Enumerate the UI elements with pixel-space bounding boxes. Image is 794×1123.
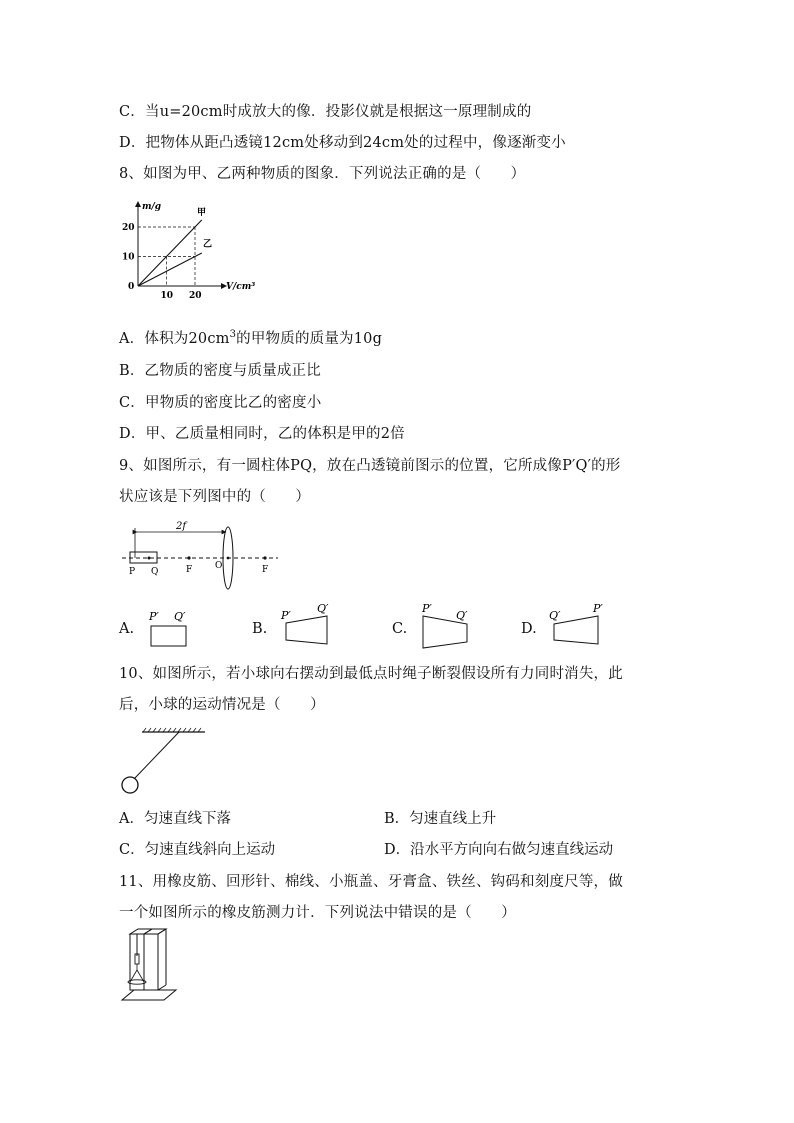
q9-stem-line2: 状应该是下列图中的（ ） bbox=[119, 489, 311, 505]
label-f-right: F bbox=[262, 565, 269, 575]
svg-text:P′: P′ bbox=[149, 610, 159, 623]
q9-lens-diagram bbox=[120, 518, 282, 590]
x-tick-label: 10 bbox=[160, 291, 174, 301]
svg-text:P′: P′ bbox=[593, 602, 603, 615]
origin-label: 0 bbox=[128, 282, 135, 292]
q9-stem-line1: 9、如图所示，有一圆柱体PQ，放在凸透镜前图示的位置，它所成像P′Q′的形 bbox=[119, 458, 621, 474]
q10-stem-line1: 10、如图所示，若小球向右摆动到最低点时绳子断裂假设所有力同时消失，此 bbox=[119, 666, 623, 682]
svg-text:Q′: Q′ bbox=[549, 609, 561, 622]
q7-option-d: D．把物体从距凸透镜12cm处移动到24cm处的过程中，像逐渐变小 bbox=[119, 135, 566, 151]
x-tick-label: 20 bbox=[189, 291, 202, 301]
series-label: 甲 bbox=[197, 208, 207, 218]
label-2f: 2f bbox=[176, 521, 187, 532]
q8-stem: 8、如图为甲、乙两种物质的图象．下列说法正确的是（ ） bbox=[119, 166, 526, 182]
label-p: P bbox=[129, 567, 136, 577]
q11-stem-line2: 一个如图所示的橡皮筋测力计．下列说法中错误的是（ ） bbox=[119, 905, 516, 921]
ball bbox=[122, 777, 138, 793]
string bbox=[134, 732, 179, 779]
y-tick-label: 20 bbox=[122, 223, 135, 233]
x-axis-label: V/cm³ bbox=[226, 282, 256, 292]
svg-text:P′: P′ bbox=[281, 609, 291, 622]
q11-spring-scale-figure bbox=[118, 928, 184, 1008]
q10-option-c: C．匀速直线斜向上运动 bbox=[119, 842, 276, 858]
label-f-left: F bbox=[186, 565, 193, 575]
label-q: Q bbox=[151, 567, 159, 577]
q10-option-a: A．匀速直线下落 bbox=[119, 811, 231, 827]
q9-option-c-figure bbox=[419, 600, 479, 652]
q10-pendulum-figure bbox=[115, 726, 215, 798]
q10-stem-line2: 后，小球的运动情况是（ ） bbox=[119, 697, 325, 713]
q9-option-d-figure bbox=[546, 600, 606, 650]
q10-option-b: B．匀速直线上升 bbox=[384, 811, 497, 827]
q8-mass-volume-chart bbox=[118, 196, 258, 301]
q8-option-a: A．体积为$20cm^3$的甲物质的质量为10g bbox=[119, 329, 383, 347]
q8-option-b: B．乙物质的密度与质量成正比 bbox=[119, 363, 321, 379]
y-axis-label: m/g bbox=[142, 202, 162, 212]
q7-option-c: C．当u=20cm时成放大的像．投影仪就是根据这一原理制成的 bbox=[119, 104, 532, 120]
q8-option-d: D．甲、乙质量相同时，乙的体积是甲的2倍 bbox=[119, 426, 405, 442]
q9-option-a-figure bbox=[146, 606, 196, 650]
q8-option-c: C．甲物质的密度比乙的密度小 bbox=[119, 395, 322, 411]
series-line-jia bbox=[138, 220, 202, 286]
svg-text:Q′: Q′ bbox=[456, 609, 468, 622]
q9-option-a-letter: A. bbox=[119, 621, 135, 637]
svg-text:P′: P′ bbox=[422, 602, 432, 615]
q9-option-b-letter: B. bbox=[252, 621, 268, 637]
svg-text:Q′: Q′ bbox=[174, 610, 186, 623]
q9-option-d-letter: D. bbox=[521, 621, 537, 637]
q10-option-d: D．沿水平方向向右做匀速直线运动 bbox=[384, 842, 614, 858]
label-o: O bbox=[215, 561, 223, 571]
q9-option-c-letter: C. bbox=[392, 621, 408, 637]
q11-stem-line1: 11、用橡皮筋、回形针、棉线、小瓶盖、牙膏盒、铁丝、钩码和刻度尺等，做 bbox=[119, 874, 623, 890]
svg-text:Q′: Q′ bbox=[317, 602, 329, 615]
q9-option-b-figure bbox=[278, 600, 338, 650]
y-tick-label: 10 bbox=[122, 252, 135, 263]
series-line-yi bbox=[138, 253, 202, 286]
series-label: 乙 bbox=[203, 239, 213, 250]
